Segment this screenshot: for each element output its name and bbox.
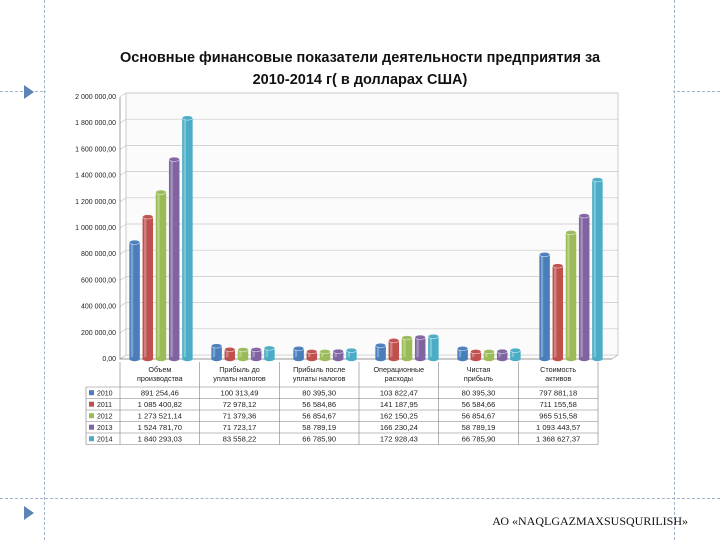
- legend-swatch: [89, 402, 94, 407]
- bar-base: [211, 357, 222, 361]
- y-tick-label: 400 000,00: [80, 303, 116, 311]
- legend-swatch: [89, 413, 94, 418]
- gridline-depth: [120, 172, 126, 176]
- bar-base: [484, 357, 495, 361]
- bar-base: [553, 357, 564, 361]
- data-table-value: 891 254,46: [140, 388, 179, 398]
- legend-label: 2011: [97, 401, 113, 409]
- bar-cap: [211, 344, 222, 348]
- bar-cap: [457, 346, 468, 350]
- bar-base: [264, 357, 275, 361]
- gridline-depth: [120, 276, 126, 280]
- data-table-value: 66 785,90: [461, 434, 496, 444]
- data-table-value: 56 854,67: [302, 411, 337, 421]
- data-table-value: 80 395,30: [461, 388, 496, 398]
- gridline-depth: [120, 145, 126, 149]
- bar-cap: [320, 349, 331, 353]
- category-label: производства: [137, 374, 183, 383]
- bar-highlight: [403, 338, 405, 359]
- bar-highlight: [157, 192, 159, 359]
- data-table-value: 66 785,90: [302, 434, 337, 444]
- slide-guide-left: [44, 0, 45, 540]
- data-table-value: 1 093 443,57: [535, 423, 581, 433]
- data-table-value: 1 085 400,82: [137, 400, 183, 410]
- chart-title: Основные финансовые показатели деятельности предприятия за 2010-2014 г( в долларах США): [119, 50, 601, 88]
- slide-guide-right: [674, 0, 675, 540]
- bar-base: [579, 357, 590, 361]
- bar-base: [320, 357, 331, 361]
- bar-base: [346, 357, 357, 361]
- data-table-value: 56 584,66: [461, 400, 496, 410]
- bar-cap: [428, 334, 439, 338]
- bar-cap: [497, 349, 508, 353]
- bar-base: [307, 357, 318, 361]
- data-table-value: 172 928,43: [379, 434, 418, 444]
- bar-highlight: [430, 336, 432, 359]
- data-table-value: 166 230,24: [379, 423, 418, 433]
- bar-highlight: [170, 159, 172, 359]
- data-table-value: 1 524 781,70: [137, 423, 183, 433]
- y-tick-label: 800 000,00: [80, 251, 116, 259]
- bar-cap: [539, 252, 550, 256]
- footer-company-name: АО «NAQLGAZMAXSUSQURILISH»: [492, 514, 688, 528]
- bar-base: [225, 357, 236, 361]
- y-tick-label: 1 600 000,00: [75, 146, 116, 154]
- bar-highlight: [144, 217, 146, 359]
- data-table-value: 965 515,58: [539, 411, 578, 421]
- bar-cap: [471, 349, 482, 353]
- data-table-value: 83 558,22: [222, 434, 257, 444]
- bar-cap: [264, 346, 275, 350]
- bar-base: [457, 357, 468, 361]
- bar-chart: [46, 44, 673, 495]
- legend-swatch: [89, 425, 94, 430]
- bar-cap: [225, 347, 236, 351]
- bar-cap: [484, 349, 495, 353]
- category-label: Прибыль до: [219, 365, 260, 374]
- legend-swatch: [89, 390, 94, 395]
- legend-label: 2013: [97, 424, 113, 432]
- data-table-value: 56 854,67: [461, 411, 496, 421]
- gridline-depth: [120, 329, 126, 333]
- bar-base: [143, 357, 154, 361]
- legend-swatch: [89, 436, 94, 441]
- bar-base: [566, 357, 577, 361]
- category-label: уплаты налогов: [213, 374, 266, 383]
- gridline-depth: [120, 224, 126, 228]
- data-table-value: 1 273 521,14: [137, 411, 183, 421]
- category-label: активов: [545, 374, 572, 383]
- bar-cap: [346, 348, 357, 352]
- bar-base: [293, 357, 304, 361]
- bar-highlight: [580, 216, 582, 359]
- data-table-value: 71 379,36: [222, 411, 257, 421]
- gridline-depth: [120, 93, 126, 97]
- bar-cap: [307, 349, 318, 353]
- bar-base: [428, 357, 439, 361]
- bar-base: [592, 357, 603, 361]
- bar-cap: [415, 335, 426, 339]
- gridline-depth: [120, 119, 126, 123]
- bar-cap: [579, 214, 590, 218]
- bar-base: [182, 357, 193, 361]
- data-table-value: 103 822,47: [379, 388, 418, 398]
- legend-label: 2014: [97, 436, 113, 444]
- data-table-value: 56 584,86: [302, 400, 337, 410]
- bar-cap: [293, 346, 304, 350]
- data-table-value: 100 313,49: [220, 388, 259, 398]
- bar-cap: [143, 215, 154, 219]
- bar-cap: [553, 264, 564, 268]
- gridline-depth: [120, 303, 126, 307]
- category-label: расходы: [384, 374, 413, 383]
- bar-highlight: [390, 341, 392, 359]
- bar-base: [402, 357, 413, 361]
- bar-cap: [156, 190, 167, 194]
- y-tick-label: 2 000 000,00: [75, 94, 116, 101]
- bar-base: [471, 357, 482, 361]
- bar-base: [238, 357, 249, 361]
- bar-cap: [375, 343, 386, 347]
- data-table-value: 162 150,25: [379, 411, 418, 421]
- bar-base: [389, 357, 400, 361]
- bar-cap: [251, 347, 262, 351]
- y-tick-label: 200 000,00: [80, 329, 116, 337]
- y-tick-label: 1 800 000,00: [75, 120, 116, 128]
- y-tick-label: 600 000,00: [80, 277, 116, 285]
- y-tick-label: 1 200 000,00: [75, 198, 116, 206]
- bar-highlight: [594, 180, 596, 359]
- bar-base: [169, 357, 180, 361]
- gridline-depth: [120, 250, 126, 254]
- category-label: Чистая: [466, 365, 491, 374]
- bar-cap: [182, 116, 193, 120]
- data-table-value: 58 789,19: [302, 423, 337, 433]
- triangle-bullet-icon: [24, 85, 34, 99]
- category-label: уплаты налогов: [292, 374, 346, 383]
- triangle-bullet-icon: [24, 506, 34, 520]
- bar-base: [251, 357, 262, 361]
- bar-highlight: [184, 118, 186, 359]
- bar-base: [156, 357, 167, 361]
- bar-cap: [129, 240, 140, 244]
- bar-base: [375, 357, 386, 361]
- bar-cap: [510, 348, 521, 352]
- y-tick-label: 0,00: [102, 356, 116, 363]
- data-table-value: 797 881,18: [539, 388, 578, 398]
- bar-cap: [566, 230, 577, 234]
- bar-highlight: [131, 242, 133, 359]
- data-table-value: 58 789,19: [461, 423, 496, 433]
- data-table-value: 71 723,17: [222, 423, 257, 433]
- bar-highlight: [554, 266, 556, 359]
- category-label: Прибыль после: [293, 365, 346, 374]
- data-table-value: 711 155,58: [539, 400, 577, 410]
- data-table-value: 1 368 627,37: [535, 434, 581, 444]
- bar-base: [415, 357, 426, 361]
- data-table-value: 72 978,12: [222, 400, 257, 410]
- legend-label: 2012: [97, 413, 113, 421]
- category-label: Объем: [148, 365, 172, 374]
- y-tick-label: 1 000 000,00: [75, 225, 116, 232]
- data-table-value: 141 187,95: [379, 400, 418, 410]
- data-table-value: 1 840 293,03: [137, 434, 183, 444]
- legend-label: 2010: [97, 390, 113, 398]
- bar-highlight: [541, 254, 543, 359]
- bar-highlight: [416, 337, 418, 359]
- bar-base: [510, 357, 521, 361]
- data-table-value: 80 395,30: [302, 388, 337, 398]
- bar-cap: [238, 347, 249, 351]
- category-label: Стоимость: [540, 365, 577, 374]
- y-tick-label: 1 400 000,00: [75, 172, 116, 180]
- slide-guide-bottom: [0, 498, 720, 499]
- bar-cap: [333, 349, 344, 353]
- bar-cap: [389, 338, 400, 342]
- category-label: прибыль: [463, 374, 494, 383]
- bar-cap: [169, 157, 180, 161]
- bar-highlight: [567, 233, 569, 359]
- bar-base: [497, 357, 508, 361]
- bar-cap: [402, 336, 413, 340]
- gridline-depth: [120, 198, 126, 202]
- bar-base: [539, 357, 550, 361]
- category-label: Операционные: [373, 365, 425, 374]
- bar-cap: [592, 178, 603, 182]
- bar-base: [129, 357, 140, 361]
- chart-container: [46, 44, 673, 495]
- bar-base: [333, 357, 344, 361]
